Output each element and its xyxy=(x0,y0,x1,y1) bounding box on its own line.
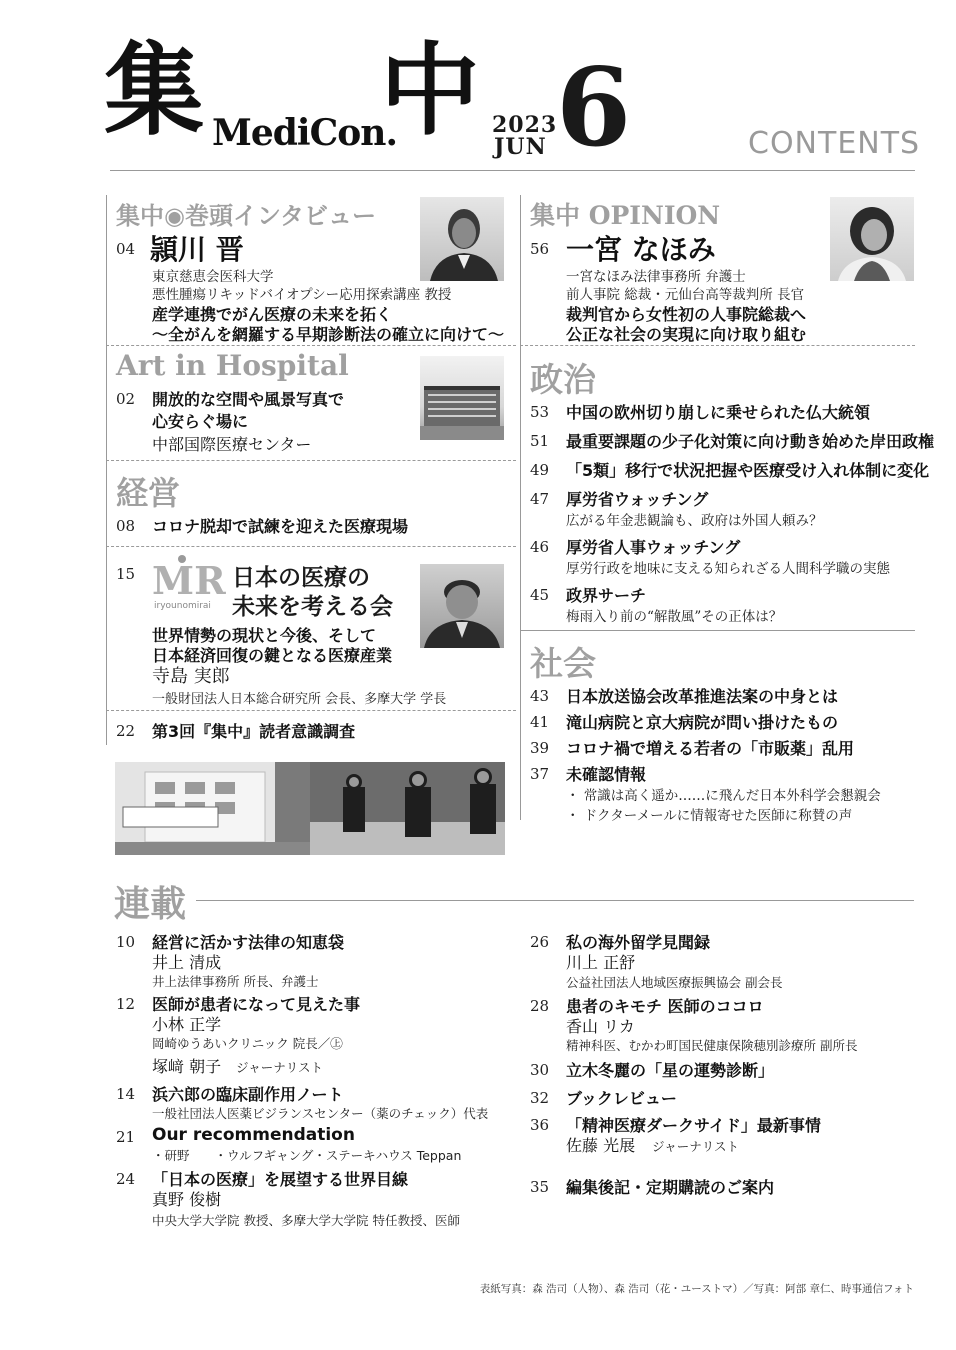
rensai-item-page: 26 xyxy=(530,933,550,951)
rensai-item-title: ブックレビュー xyxy=(566,1089,677,1108)
mirai-logo xyxy=(152,551,230,613)
mirai-heading-1: 日本の医療の xyxy=(232,564,370,591)
keiei-item-page: 08 xyxy=(116,517,136,535)
seiji-item-sub: 厚労行政を地味に支える知られざる人間科学職の実態 xyxy=(566,561,890,577)
rensai-item-name: 川上 正舒 xyxy=(566,953,636,972)
rensai-item-title: 経営に活かす法律の知恵袋 xyxy=(152,933,345,952)
rensai-item-name: 井上 清成 xyxy=(152,953,222,972)
shakai-bullet: ・ ドクターメールに情報寄せた医師に称賛の声 xyxy=(566,808,853,824)
rensai-item-page: 28 xyxy=(530,997,550,1015)
masthead-char-chu: 中 xyxy=(380,31,480,149)
seiji-item-title: 厚労省ウォッチング xyxy=(566,490,709,509)
rensai-item-affiliation: 井上法律事務所 所長、弁護士 xyxy=(152,974,319,989)
interview-page: 04 xyxy=(116,240,136,258)
rensai-item-title: 編集後記・定期購読のご案内 xyxy=(566,1178,775,1197)
opinion-affiliation-1: 一宮なほみ法律事務所 弁護士 xyxy=(566,269,746,285)
seiji-item-page: 49 xyxy=(530,461,550,479)
photo-credit: 表紙写真：森 浩司（人物）、森 浩司（花・ユーストマ）／写真：阿部 章仁、時事通信フォト xyxy=(479,1283,914,1295)
interview-divider xyxy=(106,345,516,346)
interview-name: 頴川 晋 xyxy=(150,233,244,266)
seiji-item-page: 53 xyxy=(530,403,550,421)
rensai-item-affiliation: 岡崎ゆうあいクリニック 院長／㊤ xyxy=(152,1036,343,1051)
rensai-item-page: 14 xyxy=(116,1085,136,1103)
rensai-item-page: 21 xyxy=(116,1128,136,1146)
interview-heading: 集中◉巻頭インタビュー xyxy=(116,201,376,230)
keiei-heading: 経営 xyxy=(116,474,181,512)
rensai-item-affiliation: ・研野 ・ウルフギャング・ステーキハウス Teppan xyxy=(152,1148,462,1163)
opinion-headline-2: 公正な社会の実現に向け取り組む xyxy=(566,325,807,344)
mirai-heading-2: 未来を考える会 xyxy=(232,593,393,620)
rensai-item-role: ジャーナリスト xyxy=(652,1139,740,1154)
survey-page: 22 xyxy=(116,722,136,740)
rensai-item-page: 32 xyxy=(530,1089,550,1107)
mirai-affiliation: 一般財団法人日本総合研究所 会長、多摩大学 学長 xyxy=(152,692,447,707)
rensai-item-page: 10 xyxy=(116,933,136,951)
opinion-affiliation-2: 前人事院 総裁・元仙台高等裁判所 長官 xyxy=(566,287,805,303)
seiji-item-sub: 広がる年金悲観論も、政府は外国人頼み？ xyxy=(566,513,823,529)
rensai-item-page: 36 xyxy=(530,1116,550,1134)
interview-affiliation-2: 悪性腫瘍リキッドバイオプシー応用探索講座 教授 xyxy=(152,287,452,303)
art-title-1: 開放的な空間や風景写真で xyxy=(152,390,345,409)
contents-label: CONTENTS xyxy=(748,126,921,161)
hospital-building-photo xyxy=(420,356,504,440)
issue-month: JUN xyxy=(494,134,547,160)
rensai-item-role-2: ジャーナリスト xyxy=(236,1060,324,1075)
opinion-heading: 集中 OPINION xyxy=(530,201,721,230)
art-heading: Art in Hospital xyxy=(116,349,349,382)
seiji-item-title: 「5類」移行で状況把握や医療受け入れ体制に変化 xyxy=(566,461,930,480)
seiji-item-page: 51 xyxy=(530,432,550,450)
interview-affiliation-1: 東京慈恵会医科大学 xyxy=(152,269,274,285)
left-column-rule xyxy=(106,195,107,745)
rensai-item-page: 24 xyxy=(116,1170,136,1188)
rensai-item-title: Our recommendation xyxy=(152,1125,355,1145)
rensai-item-title: 患者のキモチ 医師のココロ xyxy=(566,997,764,1016)
center-column-rule xyxy=(520,195,521,820)
rensai-item-title: 「日本の医療」を展望する世界目線 xyxy=(152,1170,409,1189)
seiji-item-title: 厚労省人事ウォッチング xyxy=(566,538,741,557)
rensai-item-title: 立木冬麗の「星の運勢診断」 xyxy=(566,1061,775,1080)
keiei-divider xyxy=(106,546,516,547)
rensai-item-name: 真野 俊樹 xyxy=(152,1190,222,1209)
rensai-item-affiliation: 精神科医、むかわ町国民健康保険穂別診療所 副所長 xyxy=(566,1038,858,1053)
shakai-heading: 社会 xyxy=(530,644,596,683)
seiji-item-title: 政界サーチ xyxy=(566,586,647,605)
seiji-heading: 政治 xyxy=(530,360,596,399)
rensai-item-page: 12 xyxy=(116,995,136,1013)
shakai-item-page: 41 xyxy=(530,713,550,731)
keiei-item-title: コロナ脱却で試練を迎えた医療現場 xyxy=(152,517,409,536)
rensai-item-title: 浜六郎の臨床副作用ノート xyxy=(152,1085,344,1104)
rensai-item-affiliation: 中央大学大学院 教授、多摩大学大学院 特任教授、医師 xyxy=(152,1213,460,1228)
seiji-item-page: 47 xyxy=(530,490,550,508)
rensai-item-title: 私の海外留学見聞録 xyxy=(566,933,711,952)
opinion-divider xyxy=(520,345,915,346)
seiji-item-title: 中国の欧州切り崩しに乗せられた仏大統領 xyxy=(566,403,871,422)
interview-headline-1: 産学連携でがん医療の未来を拓く xyxy=(152,305,393,324)
mirai-page: 15 xyxy=(116,565,136,583)
opinion-portrait-photo xyxy=(830,197,914,281)
rensai-item-page: 35 xyxy=(530,1178,550,1196)
mirai-logo-sub: iryounomirai xyxy=(154,601,211,611)
mirai-portrait-photo xyxy=(420,564,504,648)
art-place: 中部国際医療センター xyxy=(152,435,312,454)
shakai-item-page: 39 xyxy=(530,739,550,757)
seiji-item-title: 最重要課題の少子化対策に向け動き始めた岸田政権 xyxy=(566,432,935,451)
masthead-char-shu: 集 xyxy=(104,31,204,149)
mirai-name: 寺島 実郎 xyxy=(152,666,230,687)
rensai-heading: 連載 xyxy=(114,883,187,925)
shakai-item-title: コロナ禍で増える若者の「市販薬」乱用 xyxy=(566,739,855,758)
seiji-item-page: 45 xyxy=(530,586,550,604)
rensai-item-title: 「精神医療ダークサイド」最新事情 xyxy=(566,1116,821,1135)
shakai-item-page: 43 xyxy=(530,687,550,705)
shakai-item-title: 滝山病院と京大病院が問い掛けたもの xyxy=(566,713,839,732)
seiji-divider xyxy=(520,630,915,631)
shakai-item-title: 日本放送協会改革推進法案の中身とは xyxy=(566,687,839,706)
art-page: 02 xyxy=(116,390,136,408)
opinion-page: 56 xyxy=(530,240,550,258)
shakai-item-title: 未確認情報 xyxy=(566,765,647,784)
rensai-item-name: 小林 正学 xyxy=(152,1015,222,1034)
rensai-rule xyxy=(196,900,914,901)
mirai-title-1: 世界情勢の現状と今後、そして xyxy=(152,626,377,645)
shakai-bullet: ・ 常識は高く遥か……に飛んだ日本外科学会懇親会 xyxy=(566,788,881,804)
mirai-logo-letters: MR xyxy=(152,558,226,603)
masthead-rule xyxy=(110,170,915,171)
rensai-item-name: 香山 リカ xyxy=(566,1017,635,1036)
medicon-logo xyxy=(212,112,397,154)
art-divider xyxy=(106,460,516,461)
opinion-headline-1: 裁判官から女性初の人事院総裁へ xyxy=(566,305,807,324)
art-title-2: 心安らぐ場に xyxy=(152,412,249,431)
seiji-item-page: 46 xyxy=(530,538,550,556)
opinion-name: 一宮 なほみ xyxy=(566,233,716,266)
issue-year: 2023 xyxy=(492,112,558,138)
survey-title: 第3回『集中』読者意識調査 xyxy=(152,722,356,741)
rensai-item-name: 佐藤 光展 xyxy=(566,1136,636,1155)
medicon-text: MediCon. xyxy=(212,112,397,154)
mirai-title-2: 日本経済回復の鍵となる医療産業 xyxy=(152,646,393,665)
rensai-item-affiliation: 一般社団法人医薬ビジランスセンター（薬のチェック）代表 xyxy=(152,1106,489,1121)
shakai-item-page: 37 xyxy=(530,765,550,783)
news-photo-collage xyxy=(115,762,505,855)
mirai-divider xyxy=(106,710,516,711)
issue-number: 6 xyxy=(556,45,632,171)
interview-headline-2: ～全がんを網羅する早期診断法の確立に向けて～ xyxy=(152,325,505,344)
rensai-item-page: 30 xyxy=(530,1061,550,1079)
rensai-item-affiliation: 公益社団法人地域医療振興協会 副会長 xyxy=(566,975,783,990)
rensai-item-name-2: 塚﨑 朝子 xyxy=(152,1057,222,1076)
seiji-item-sub: 梅雨入り前の“解散風”その正体は？ xyxy=(566,609,783,625)
rensai-item-title: 医師が患者になって見えた事 xyxy=(152,995,361,1014)
interview-portrait-photo xyxy=(420,197,504,281)
